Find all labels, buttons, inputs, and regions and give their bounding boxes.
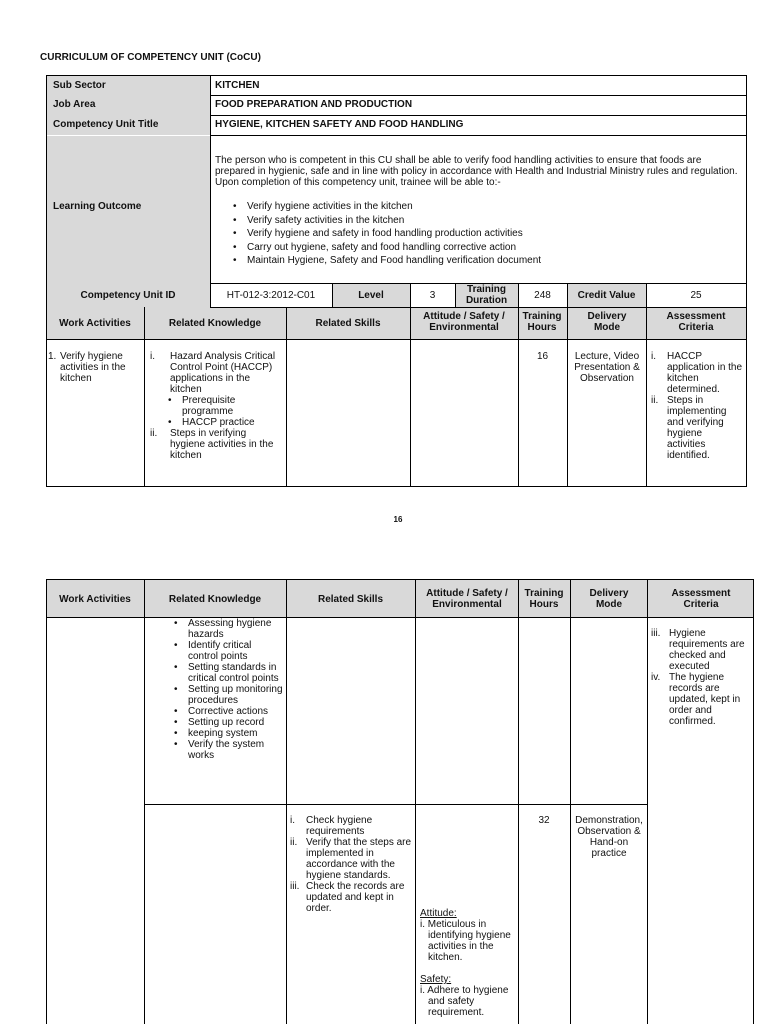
list-item: • Verify hygiene activities in the kitchen — [227, 200, 727, 214]
col-delivery-mode: Delivery Mode — [589, 588, 629, 610]
col-delivery-mode: Delivery Mode — [587, 311, 627, 333]
list-item: • Prerequisite programme — [162, 395, 282, 417]
list-item: • Verify hygiene and safety in food handling production activities — [227, 227, 727, 241]
list-item: • Setting up record — [168, 717, 284, 728]
page-number: 16 — [393, 515, 403, 524]
col-work-activities: Work Activities — [59, 318, 131, 329]
col-work-activities: Work Activities — [59, 594, 131, 605]
list-item: • Carry out hygiene, safety and food handling corrective action — [227, 241, 727, 255]
training-duration-value: 248 — [534, 290, 551, 301]
list-item: i. HACCP application in the kitchen determined. — [651, 351, 743, 395]
list-item: i. Hazard Analysis Critical Control Point (HACCP) applications in the kitchen — [150, 351, 276, 395]
list-item: • HACCP practice — [162, 417, 282, 428]
list-item: • Verify safety activities in the kitchen — [227, 214, 727, 228]
knowledge-cell — [150, 351, 282, 461]
col-training-hours: Training Hours — [524, 588, 564, 610]
list-item: iii. Check the records are updated and kept in order. — [290, 881, 405, 914]
unit-id-label: Competency Unit ID — [80, 290, 176, 301]
col-related-knowledge: Related Knowledge — [168, 594, 262, 605]
list-item: • keeping system — [168, 728, 284, 739]
job-area-value: FOOD PREPARATION AND PRODUCTION — [215, 99, 413, 110]
col-training-hours: Training Hours — [522, 311, 562, 333]
list-item: • Setting up monitoring procedures — [168, 684, 284, 706]
criteria-cell — [651, 351, 743, 461]
list-item: • Maintain Hygiene, Safety and Food handling verification document — [227, 254, 727, 268]
credit-value: 25 — [690, 290, 702, 301]
knowledge-cell — [168, 618, 284, 761]
col-assessment-criteria: Assessment Criteria — [666, 311, 726, 333]
list-item: • Verify the system works — [168, 739, 284, 761]
list-item: i. Meticulous in identifying hygiene activities in the kitchen. — [420, 919, 511, 963]
level-value: 3 — [429, 290, 436, 301]
list-item: • Corrective actions — [168, 706, 284, 717]
credit-value-label: Credit Value — [577, 290, 636, 301]
col-assessment-criteria: Assessment Criteria — [671, 588, 731, 610]
unit-id-value: HT-012-3:2012-C01 — [226, 290, 316, 301]
list-item: • Assessing hygiene hazards — [168, 618, 284, 640]
attitude-heading: Attitude: — [420, 908, 457, 919]
col-related-skills: Related Skills — [317, 594, 384, 605]
list-item: ii. Steps in implementing and verifying hygiene activities identified. — [651, 395, 727, 461]
list-item: ii. Steps in verifying hygiene activities in the kitchen — [150, 428, 274, 461]
list-item: • Identify critical control points — [168, 640, 284, 662]
list-item: iii. Hygiene requirements are checked and executed — [651, 628, 745, 672]
document-title: CURRICULUM OF COMPETENCY UNIT (CoCU) — [40, 52, 261, 63]
col-attitude: Attitude / Safety / Environmental — [426, 588, 508, 610]
skills-cell — [290, 815, 412, 914]
sub-sector-value: KITCHEN — [215, 80, 260, 91]
list-item: i. Adhere to hygiene and safety requirement. — [420, 985, 509, 1018]
delivery-cell: Demonstration, Observation & Hand-on practice — [575, 815, 643, 859]
work-activity-1: 1. Verify hygiene activities in the kitchen — [48, 351, 126, 384]
list-item: iv. The hygiene records are updated, kept in order and confirmed. — [651, 672, 741, 727]
learning-outcome-list — [227, 200, 727, 268]
attitude-cell — [420, 908, 514, 1018]
delivery-cell: Lecture, Video Presentation & Observation — [574, 351, 640, 384]
level-label: Level — [358, 290, 384, 301]
sub-sector-label: Sub Sector — [53, 80, 106, 91]
unit-title-label: Competency Unit Title — [53, 119, 159, 130]
col-related-knowledge: Related Knowledge — [168, 318, 262, 329]
col-attitude: Attitude / Safety / Environmental — [423, 311, 505, 333]
safety-heading: Safety: — [420, 974, 452, 985]
training-duration-label: Training Duration — [465, 284, 508, 306]
job-area-label: Job Area — [53, 99, 96, 110]
col-related-skills: Related Skills — [315, 318, 381, 329]
criteria-cell — [651, 628, 751, 727]
unit-title-value: HYGIENE, KITCHEN SAFETY AND FOOD HANDLING — [215, 119, 464, 130]
hours-cell: 16 — [536, 351, 549, 362]
list-item: • Setting standards in critical control points — [168, 662, 284, 684]
list-item: i. Check hygiene requirements — [290, 815, 373, 837]
learning-outcome-intro: The person who is competent in this CU shall be able to verify food handling activities to ensure that foods are prepared in hygienic, safe and in line with policy in accordance with Health and Industrial Ministry rules and regulation. Upon completion of this competency unit, trainee will be able to:- — [215, 155, 738, 188]
list-item: ii. Verify that the steps are implemented in accordance with the hygiene standards. — [290, 837, 412, 881]
hours-cell: 32 — [538, 815, 550, 826]
learning-outcome-label: Learning Outcome — [53, 201, 142, 212]
